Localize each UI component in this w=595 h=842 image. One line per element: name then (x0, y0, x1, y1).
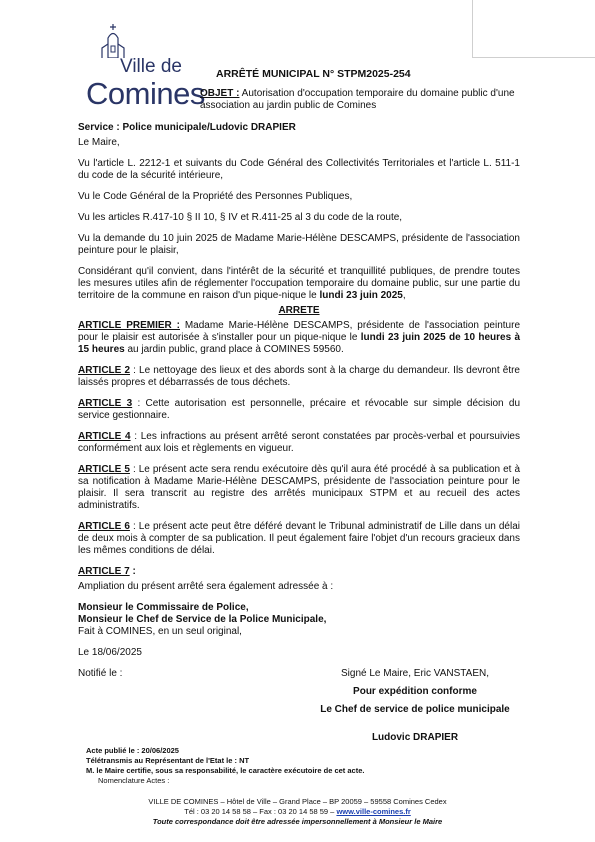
website-link[interactable]: www.ville-comines.fr (336, 807, 411, 816)
publication-meta (86, 746, 364, 786)
signature-line-3: Le Chef de service de police municipale (320, 704, 510, 715)
article-2: ARTICLE 2 : Le nettoyage des lieux et des abords sont à la charge du demandeur. Ils devront être laissés propres et débarrassés de tous déchets. (78, 365, 520, 388)
notifie: Notifié le : (78, 668, 123, 679)
arrete-heading: ARRETE (278, 305, 320, 316)
considerant: Considérant qu'il convient, dans l'intérêt de la sécurité et tranquillité publiques, de prendre toutes les mesures utiles afin de réglementer l'occupation temporaire du domaine public, sur une partie du territoire de la commune en raison d'un pique-nique le lundi 23 juin 2025, (78, 266, 520, 301)
footer (0, 797, 595, 827)
objet-text: Autorisation d'occupation temporaire du domaine public d'une association au jardin public de Comines (200, 88, 515, 111)
article-7: ARTICLE 7 : (78, 566, 136, 577)
church-icon (98, 24, 128, 58)
objet (200, 88, 520, 112)
vu-4: Vu la demande du 10 juin 2025 de Madame Marie-Hélène DESCAMPS, présidente de l'association peinture pour le plaisir, (78, 233, 520, 256)
meta-teletransmis: Télétransmis au Représentant de l'Etat le : NT (86, 756, 250, 765)
objet-label: OBJET : (200, 88, 240, 99)
document-body (78, 122, 520, 689)
vu-1: Vu l'article L. 2212-1 et suivants du Code Général des Collectivités Territoriales et l'article L. 511-1 du code de la sécurité intérieure, (78, 158, 520, 181)
signature-line-4: Ludovic DRAPIER (371, 732, 459, 743)
comines-logo (86, 24, 205, 111)
footer-note: Toute correspondance doit être adressée impersonnellement à Monsieur le Maire (152, 817, 443, 826)
vu-3: Vu les articles R.417-10 § II 10, § IV et R.411-25 al 3 du code de la route, (78, 212, 403, 223)
footer-address: VILLE DE COMINES – Hôtel de Ville – Grand Place – BP 20059 – 59558 Comines Cedex (148, 797, 447, 806)
vu-2: Vu le Code Général de la Propriété des Personnes Publiques, (78, 191, 353, 202)
meta-published: Acte publié le : 20/06/2025 (86, 746, 179, 755)
service-line: Service : Police municipale/Ludovic DRAPIER (78, 122, 296, 133)
signature-block (290, 665, 540, 747)
ampliation: Ampliation du présent arrêté sera également adressée à : (78, 581, 334, 592)
article-3: ARTICLE 3 : Cette autorisation est personnelle, précaire et révocable sur simple décision du service gestionnaire. (78, 398, 521, 421)
article-6: ARTICLE 6 : Le présent acte peut être déféré devant le Tribunal administratif de Lille dans un délai de deux mois à compter de sa publication. Il peut également faire l'objet d'un recours gracieux dans les mêmes conditions de délai. (78, 521, 520, 556)
fait-a: Fait à COMINES, en un seul original, (78, 626, 242, 637)
stamp-box (472, 0, 595, 58)
article-1: ARTICLE PREMIER : Madame Marie-Hélène DESCAMPS, présidente de l'association peinture pour le plaisir est autorisée à s'installer pour un pique-nique le lundi 23 juin 2025 de 10 heures à 15 heures au jardin public, grand place à COMINES 59560. (78, 320, 521, 355)
article-4: ARTICLE 4 : Les infractions au présent arrêté seront constatées par procès-verbal et poursuivies conformément aux lois et règlements en vigueur. (78, 431, 520, 454)
meta-certification: M. le Maire certifie, sous sa responsabilité, le caractère exécutoire de cet acte. (86, 766, 365, 775)
logo-line-1: Ville de (120, 56, 182, 77)
page-title: ARRÊTÉ MUNICIPAL N° STPM2025-254 (216, 68, 411, 80)
le-maire: Le Maire, (78, 137, 120, 148)
destinataire-2: Monsieur le Chef de Service de la Police Municipale, (78, 614, 327, 625)
meta-nomenclature: Nomenclature Actes : (98, 776, 170, 785)
destinataire-1: Monsieur le Commissaire de Police, (78, 602, 249, 613)
signature-line-1: Signé Le Maire, Eric VANSTAEN, (340, 668, 489, 679)
article-5: ARTICLE 5 : Le présent acte sera rendu exécutoire dès qu'il aura été procédé à sa publication et à sa notification à Madame Marie-Hélène DESCAMPS, présidente de l'association peinture pour le plaisir. Il sera transcrit au registre des arrêtés municipaux STPM et au recueil des actes administratifs. (78, 464, 521, 511)
signature-line-2: Pour expédition conforme (353, 686, 477, 697)
date: Le 18/06/2025 (78, 647, 142, 658)
footer-contact: Tél : 03 20 14 58 58 – Fax : 03 20 14 58 59 – www.ville-comines.fr (184, 807, 411, 816)
logo-line-2: Comines (86, 76, 205, 111)
